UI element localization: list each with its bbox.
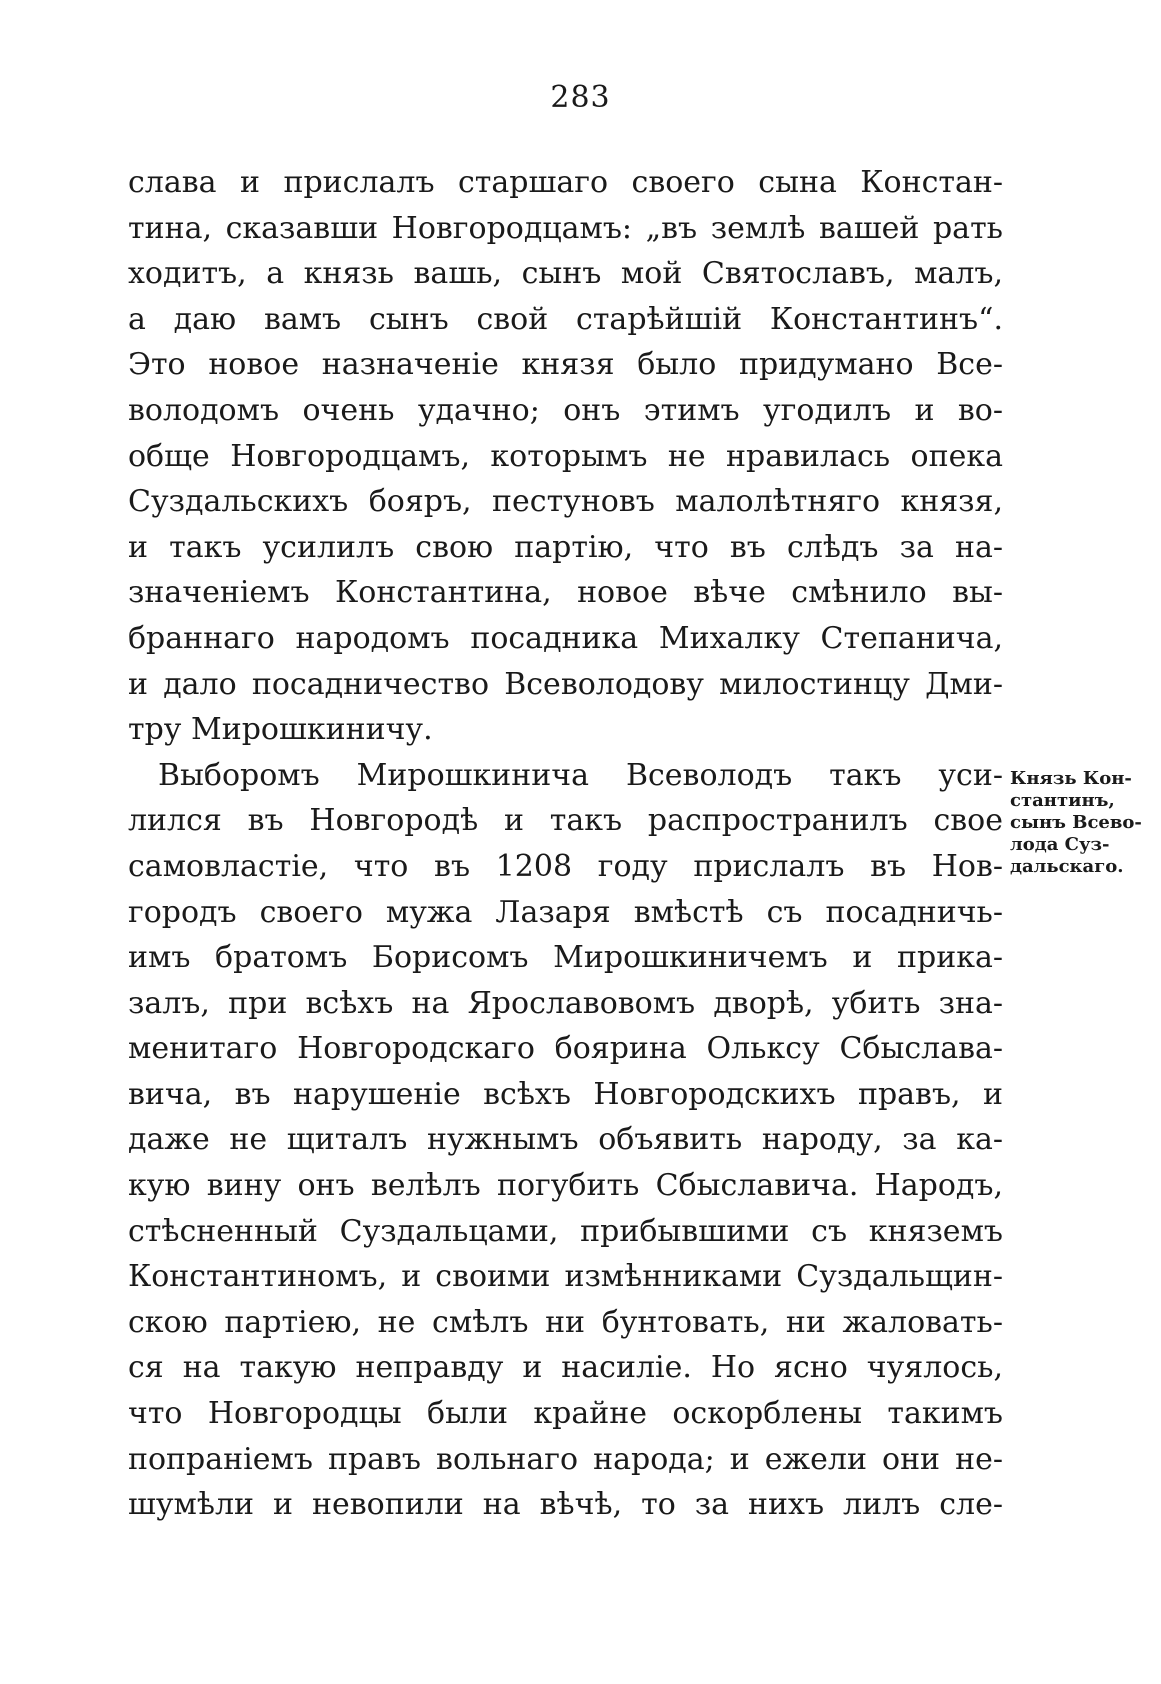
text-line: вича, въ нарушеніе всѣхъ Новгородскихъ правъ, и — [128, 1076, 1003, 1112]
text-line: ходитъ, а князь вашь, сынъ мой Святославъ, малъ, — [128, 256, 1003, 292]
text-line: тина, сказавши Новгородцамъ: „въ землѣ вашей рать — [128, 210, 1003, 246]
text-line: обще Новгородцамъ, которымъ не нравилась опека — [128, 438, 1003, 474]
text-line: Выборомъ Мирошкинича Всеволодъ такъ уси- — [158, 757, 1003, 793]
margin-note-line: дальскаго. — [1010, 856, 1124, 877]
text-line: городъ своего мужа Лазаря вмѣстѣ съ посадничь- — [128, 894, 1003, 930]
margin-note-line: стантинъ, — [1010, 790, 1115, 811]
text-line: менитаго Новгородскаго боярина Ольксу Сбыслава- — [128, 1031, 1003, 1067]
paragraph-1 — [128, 160, 1003, 753]
text-line: Это новое назначеніе князя было придумано Все- — [128, 347, 1003, 383]
text-line: слава и прислалъ старшаго своего сына Констан- — [128, 165, 1003, 200]
text-line: браннаго народомъ посадника Михалку Степанича, — [128, 620, 1003, 656]
text-line: имъ братомъ Борисомъ Мирошкиничемъ и прика- — [128, 940, 1003, 976]
page-number: 283 — [550, 80, 611, 115]
body-text — [128, 160, 1003, 1528]
text-line: кую вину онъ велѣлъ погубить Сбыславича. Народъ, — [128, 1168, 1003, 1204]
margin-note — [1010, 768, 1160, 878]
text-line: Константиномъ, и своими измѣнниками Суздальщин- — [128, 1259, 1003, 1295]
text-line: а даю вамъ сынъ свой старѣйшій Константинъ“. — [128, 301, 1003, 337]
text-line: даже не щиталъ нужнымъ объявить народу, за ка- — [128, 1122, 1003, 1158]
text-line: залъ, при всѣхъ на Ярославовомъ дворѣ, убить зна- — [128, 985, 1003, 1021]
text-line: лился въ Новгородѣ и такъ распространилъ свое — [128, 803, 1003, 839]
text-line: значеніемъ Константина, новое вѣче смѣнило вы- — [128, 575, 1003, 611]
text-line: и дало посадничество Всеволодову милостинцу Дми- — [128, 666, 1003, 702]
text-line: володомъ очень удачно; онъ этимъ угодилъ и во- — [128, 392, 1003, 428]
text-line: шумѣли и невопили на вѣчѣ, то за нихъ лилъ сле- — [128, 1487, 1003, 1523]
text-line: скою партіею, не смѣлъ ни бунтовать, ни жаловать- — [128, 1304, 1003, 1340]
margin-note-line: Князь Кон- — [1010, 768, 1132, 789]
margin-note-line: сынъ Всево- — [1010, 812, 1142, 833]
paragraph-2 — [128, 753, 1003, 1528]
text-line: попраніемъ правъ вольнаго народа; и ежели они не- — [128, 1441, 1003, 1477]
text-line: Суздальскихъ бояръ, пестуновъ малолѣтняго князя, — [128, 484, 1003, 520]
text-line: что Новгородцы были крайне оскорблены такимъ — [128, 1396, 1003, 1432]
text-line: самовластіе, что въ 1208 году прислалъ въ Нов- — [128, 848, 1003, 884]
text-line: стѣсненный Суздальцами, прибывшими съ княземъ — [128, 1213, 1003, 1249]
text-line: ся на такую неправду и насиліе. Но ясно чуялось, — [128, 1350, 1003, 1386]
text-line: и такъ усилилъ свою партію, что въ слѣдъ за на- — [128, 529, 1003, 565]
text-line: тру Мирошкиничу. — [128, 712, 433, 748]
margin-note-line: лода Суз- — [1010, 834, 1110, 855]
